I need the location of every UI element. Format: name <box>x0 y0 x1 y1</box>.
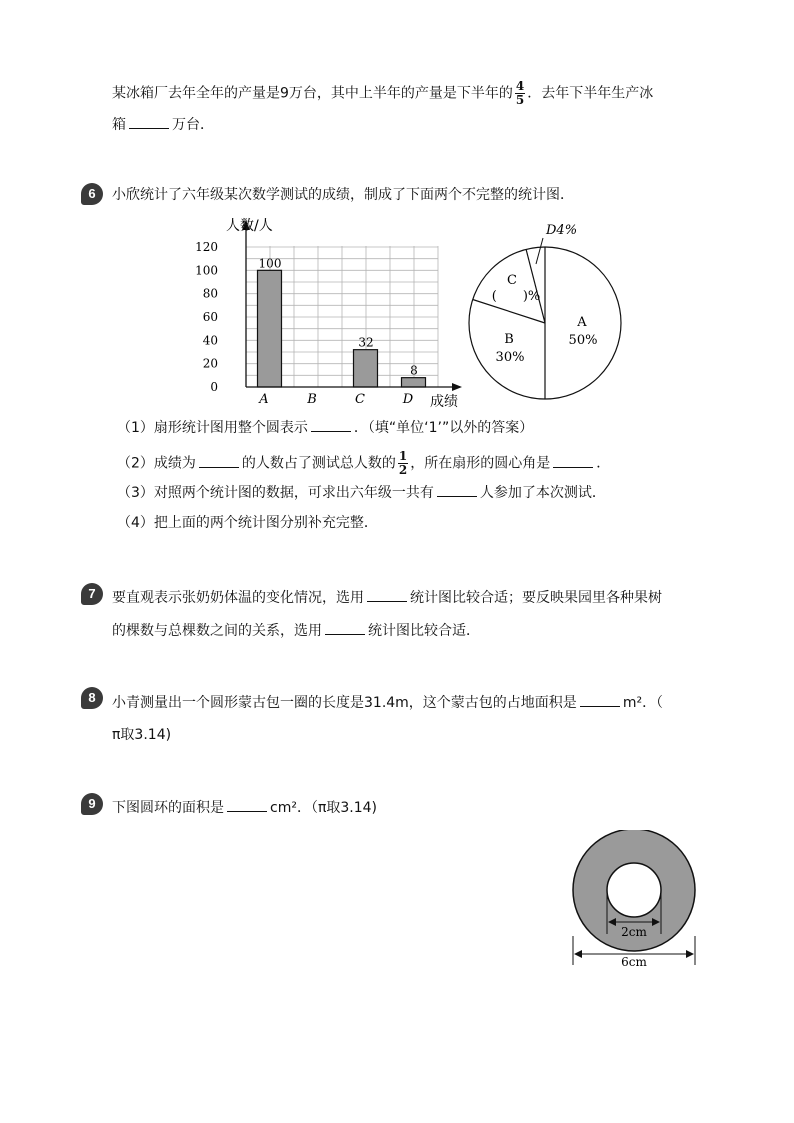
q6-sub3-text-b: 人参加了本次测试． <box>479 485 606 501</box>
x-category-D: D <box>402 392 414 407</box>
question-number-6: 6 <box>81 183 103 205</box>
pie-label-c: C <box>507 273 517 288</box>
bar-A <box>258 270 282 387</box>
q8-blank[interactable] <box>580 692 620 707</box>
q9-text-a: 下图圆环的面积是 <box>112 800 224 816</box>
pie-chart <box>464 218 630 408</box>
q6-sub2-text-a: 成绩为 <box>153 455 196 472</box>
q7-text-c: 的棵数与总棵数之间的关系，选用 <box>112 623 322 639</box>
q5-frac-num: 4 <box>515 79 525 93</box>
x-axis-arrow <box>452 383 462 391</box>
y-tick-label: 40 <box>202 333 218 348</box>
q6-sub4-label: （4） <box>117 515 154 531</box>
question-number-8: 8 <box>81 687 103 709</box>
q6-sub4-text-a: 把上面的两个统计图分别补充完整． <box>153 515 378 531</box>
q6-sub3-blank[interactable] <box>437 482 477 497</box>
q6-sub4 <box>114 513 378 533</box>
bar-value-label-D: 8 <box>410 363 418 378</box>
q6-sub3-text-a: 对照两个统计图的数据，可求出六年级一共有 <box>153 485 434 501</box>
bar-C <box>354 350 378 387</box>
x-category-A: A <box>259 392 269 407</box>
bar-chart-categories <box>258 392 413 407</box>
outer-diameter-label: 6cm <box>621 955 647 969</box>
q5-text-b: ．去年下半年生产冰 <box>527 85 654 102</box>
q5-line-1 <box>112 80 653 107</box>
ring-figure <box>566 830 706 970</box>
q6-sub2-text-c: ，所在扇形的圆心角是 <box>410 455 551 472</box>
q5-fraction <box>515 80 525 107</box>
q6-sub2-text-b: 的人数占了测试总人数的 <box>241 455 396 472</box>
pie-slice-border-D <box>526 249 545 323</box>
bar-value-label-C: 32 <box>358 335 374 350</box>
pie-label-d-pointer <box>536 238 543 264</box>
q8-line-1 <box>112 692 663 713</box>
q9-text-b: cm²．（π取3.14) <box>270 800 378 816</box>
q7-line-2 <box>112 620 480 641</box>
q6-sub2-blank-2[interactable] <box>553 453 593 468</box>
y-tick-label: 100 <box>195 263 218 278</box>
q6-sub1 <box>114 417 533 438</box>
bar-chart-xlabel: 成绩 <box>430 394 458 410</box>
q7-text-b: 统计图比较合适；要反映果园里各种果树 <box>410 590 662 606</box>
pie-pct-b: 30% <box>495 350 525 365</box>
q6-sub2-blank-1[interactable] <box>199 453 239 468</box>
y-tick-label: 120 <box>195 240 218 254</box>
q7-blank-2[interactable] <box>325 620 365 635</box>
inner-circle <box>607 863 661 917</box>
pie-label-b: B <box>504 332 514 347</box>
q6-sub2-frac-den: 2 <box>398 463 408 477</box>
pie-pct-a: 50% <box>568 333 598 348</box>
pie-label-a: A <box>577 315 587 330</box>
q6-sub3 <box>114 482 606 503</box>
q7-text-d: 统计图比较合适． <box>368 623 480 639</box>
q5-frac-den: 5 <box>515 93 525 107</box>
q6-text: 小欣统计了六年级某次数学测试的成绩，制成了下面两个不完整的统计图． <box>112 187 574 203</box>
q9-blank[interactable] <box>227 797 267 812</box>
y-tick-label: 80 <box>202 286 218 301</box>
q8-text-a: 小青测量出一个圆形蒙古包一圈的长度是31.4m，这个蒙古包的占地面积是 <box>112 695 577 711</box>
q9-line-1 <box>112 797 377 818</box>
q5-text-a: 某冰箱厂去年全年的产量是9万台，其中上半年的产量是下半年的 <box>112 85 513 102</box>
x-category-B: B <box>307 392 317 407</box>
inner-diameter-label: 2cm <box>621 925 647 939</box>
bar-chart-ticks <box>195 240 218 394</box>
q6-sub3-label: （3） <box>117 485 154 501</box>
q5-text-d: 万台． <box>172 117 214 133</box>
q5-answer-blank[interactable] <box>129 114 169 129</box>
bar-chart-bars <box>258 256 426 387</box>
q6-sub1-label: （1） <box>117 420 154 436</box>
bar-D <box>402 378 426 387</box>
q6-sub2-label: （2） <box>117 455 154 472</box>
bar-chart-ylabel: 人数/人 <box>226 218 273 234</box>
q6-sub1-text-b: ．（填“单位‘1’”以外的答案） <box>353 420 534 436</box>
pie-slice-borders <box>473 238 545 399</box>
q6-sub1-text-a: 扇形统计图用整个圆表示 <box>153 420 308 436</box>
q6-sub2-fraction <box>398 450 408 477</box>
q8-line-2: π取3.14) <box>112 727 172 743</box>
y-tick-label: 0 <box>210 380 218 394</box>
pie-pct-c: ( )% <box>491 289 541 304</box>
q7-text-a: 要直观表示张奶奶体温的变化情况，选用 <box>112 590 364 606</box>
q7-blank-1[interactable] <box>367 587 407 602</box>
pie-label-d: D4% <box>546 223 578 238</box>
q7-line-1 <box>112 587 662 608</box>
x-category-C: C <box>355 392 365 407</box>
question-number-7: 7 <box>81 583 103 605</box>
question-number-9: 9 <box>81 793 103 815</box>
q6-sub1-blank[interactable] <box>311 417 351 432</box>
q6-sub2-frac-num: 1 <box>398 449 408 463</box>
y-tick-label: 20 <box>202 356 218 371</box>
y-tick-label: 60 <box>202 310 218 324</box>
q6-sub2-text-d: ． <box>596 455 611 472</box>
q6-sub2 <box>114 450 610 477</box>
bar-value-label-A: 100 <box>258 256 282 271</box>
bar-chart <box>190 212 470 412</box>
q5-text-c: 箱 <box>112 117 126 133</box>
q5-line-2 <box>112 114 214 135</box>
q8-text-b: m²．（ <box>622 695 664 711</box>
